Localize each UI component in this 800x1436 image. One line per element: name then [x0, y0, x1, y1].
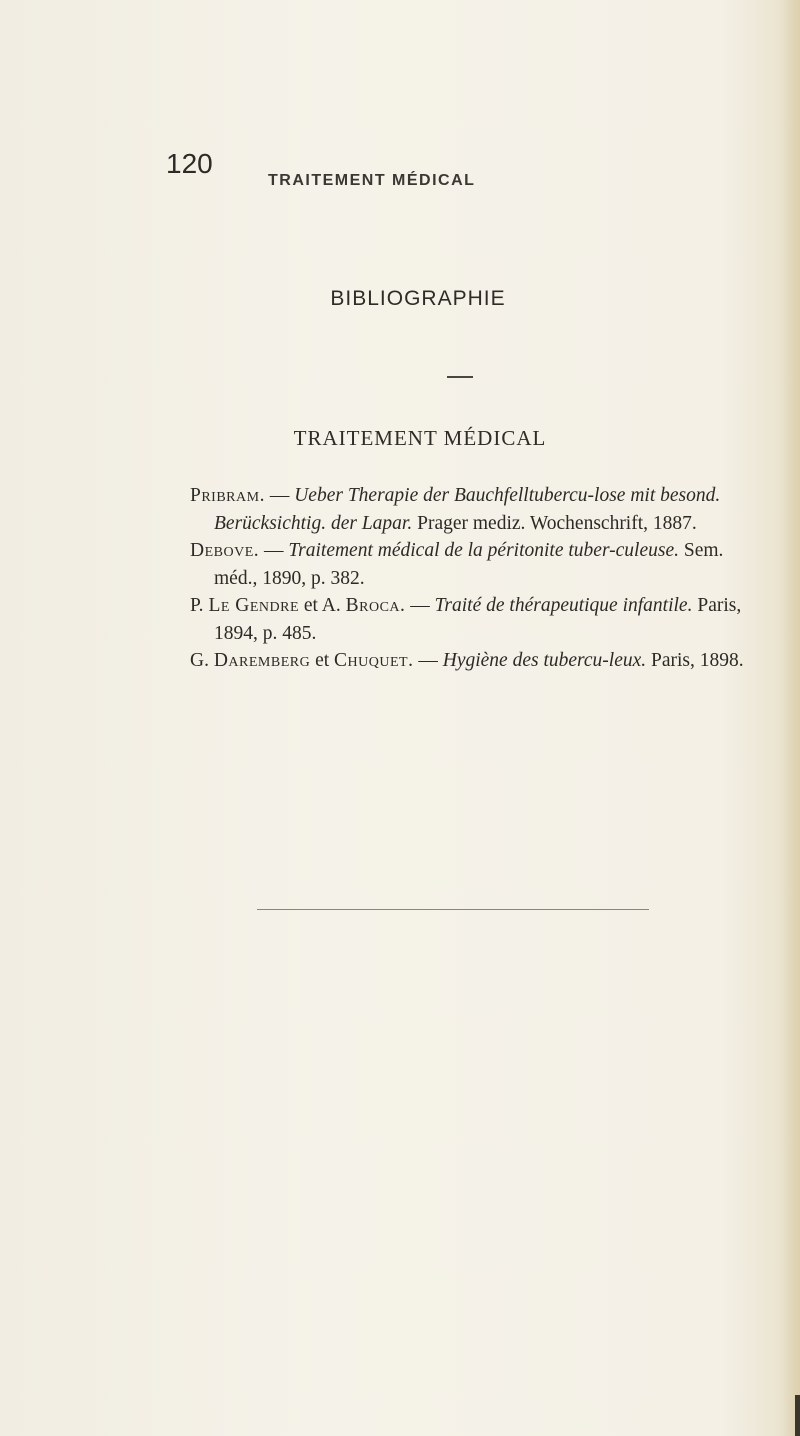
bibliography-entry	[190, 647, 770, 675]
entry-coauthor: Chuquet.	[334, 650, 414, 671]
page-number: 120	[166, 148, 213, 179]
entry-conjunction: et	[310, 650, 335, 671]
page-edge-shadow	[782, 0, 800, 1436]
entry-title: Hygiène des tubercu-leux.	[442, 650, 647, 671]
entry-initial: P.	[190, 595, 209, 616]
entry-author: Le Gendre	[208, 595, 300, 616]
entry-author: Daremberg	[213, 650, 311, 671]
entry-conjunction: et A.	[299, 595, 346, 616]
bibliography-entry	[190, 537, 770, 592]
entry-author: Debove.	[190, 540, 260, 561]
entry-initial: G.	[190, 650, 214, 671]
entry-separator: —	[413, 650, 443, 671]
entry-separator: —	[264, 485, 295, 506]
entry-publication: Paris, 1898.	[646, 650, 744, 671]
bibliography-list	[190, 482, 770, 675]
bibliography-entry	[190, 482, 770, 537]
entry-separator: —	[405, 595, 435, 616]
entry-title: Traité de thérapeutique infantile.	[434, 595, 693, 616]
section-title: BIBLIOGRAPHIE	[330, 287, 506, 310]
entry-publication: Paris, 1894, p. 485.	[214, 595, 742, 644]
entry-publication: Prager mediz. Wochenschrift, 1887.	[412, 512, 697, 534]
entry-publication: Sem. méd., 1890, p. 382.	[214, 540, 724, 589]
running-head: TRAITEMENT MÉDICAL	[268, 172, 476, 189]
entry-title: Ueber Therapie der Bauchfelltubercu-lose mit besond. Berücksichtig. der Lapar.	[214, 485, 721, 534]
entry-title: Traitement médical de la péritonite tuber-culeuse.	[288, 540, 679, 561]
section-subtitle: TRAITEMENT MÉDICAL	[293, 426, 547, 450]
end-rule-divider	[257, 909, 649, 910]
entry-separator: —	[259, 540, 289, 561]
page-edge-mark	[795, 1395, 800, 1436]
title-dash-divider	[447, 376, 473, 378]
bibliography-entry	[190, 592, 770, 647]
entry-coauthor: Broca.	[345, 595, 406, 616]
entry-author: Pribram.	[190, 485, 265, 506]
